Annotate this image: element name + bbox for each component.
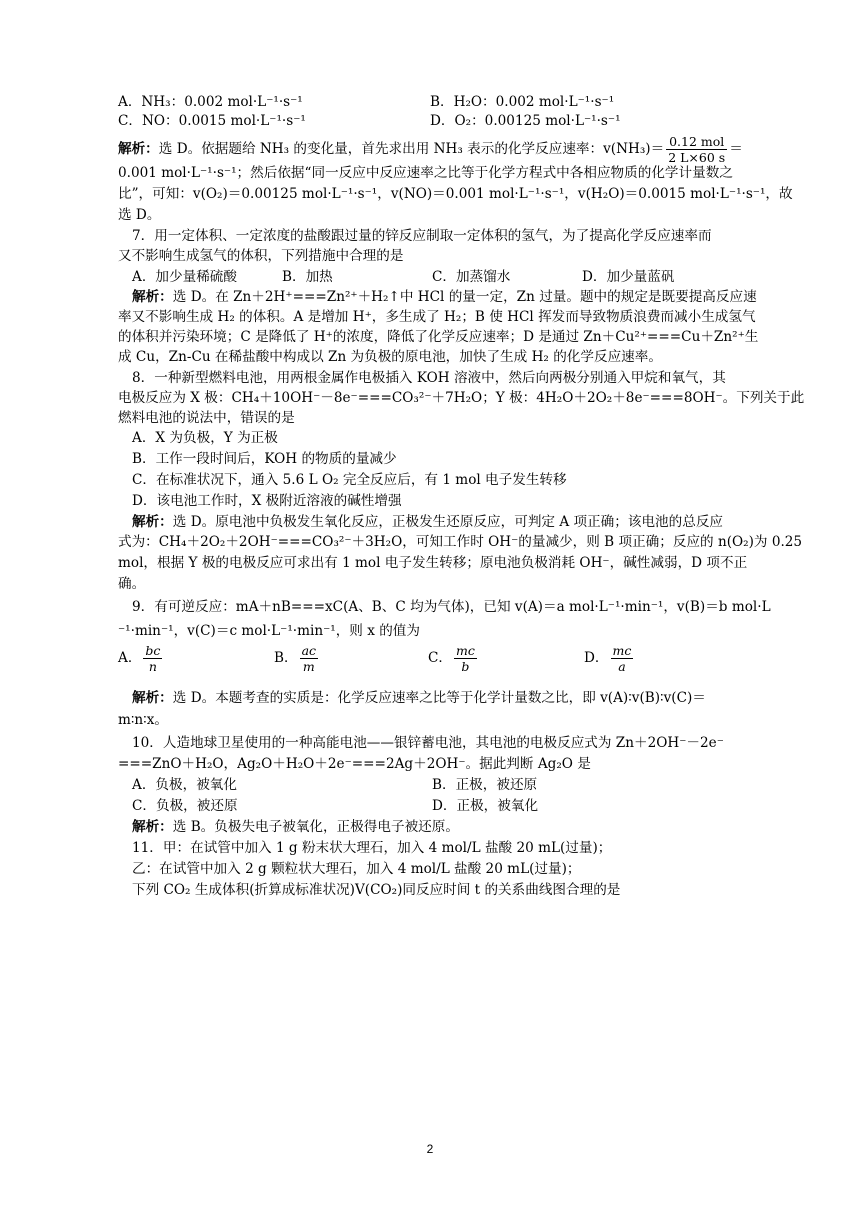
q7-analysis-line-3: 的体积并污染环境；C 是降低了 H⁺的浓度，降低了化学反应速率；D 是通过 Zn＋Cu²⁺===Cu＋Zn²⁺生 <box>118 329 759 345</box>
q8-analysis-line-3: mol，根据 Y 极的电极反应可求出有 1 mol 电子发生转移；原电池负极消耗 OH⁻，碱性减弱，D 项不正 <box>118 555 748 571</box>
q7-option-c: C．加蒸馏水 <box>432 269 511 285</box>
q8-stem-line-1: 8．一种新型燃料电池，用两根金属作电极插入 KOH 溶液中，然后向两极分别通入甲烷和氧气，其 <box>132 370 726 386</box>
q6-option-b: B．H₂O：0.002 mol·L⁻¹·s⁻¹ <box>430 94 615 110</box>
fraction-denominator: n <box>148 659 157 674</box>
option-fraction <box>454 643 477 674</box>
option-label: D． <box>584 650 609 666</box>
option-label: A． <box>118 650 142 666</box>
q7-option-a: A．加少量稀硫酸 <box>132 269 237 285</box>
fraction-denominator: a <box>618 659 626 674</box>
q8-analysis-line-4: 确。 <box>118 576 146 592</box>
page-number: 2 <box>426 1142 434 1156</box>
q9-stem-line-1: 9．有可逆反应：mA＋nB===xC(A、B、C 均为气体)，已知 v(A)＝a mol·L⁻¹·min⁻¹，v(B)＝b mol·L <box>132 599 771 615</box>
q7-stem-line-1: 7．用一定体积、一定浓度的盐酸跟过量的锌反应制取一定体积的氢气，为了提高化学反应速率而 <box>132 228 712 244</box>
q9-option-a <box>118 643 164 674</box>
q8-option-a: A．X 为负极，Y 为正极 <box>132 430 278 446</box>
q8-stem-line-3: 燃料电池的说法中，错误的是 <box>118 410 295 426</box>
analysis-label: 解析： <box>132 289 173 305</box>
q6-option-d: D．O₂：0.00125 mol·L⁻¹·s⁻¹ <box>430 113 621 129</box>
analysis-label: 解析： <box>118 141 159 157</box>
analysis-text: 选 B。负极失电子被氧化，正极得电子被还原。 <box>172 819 459 835</box>
analysis-text-tail: ＝ <box>729 141 743 157</box>
q9-option-d <box>584 643 635 674</box>
analysis-text: 选 D。本题考查的实质是：化学反应速率之比等于化学计量数之比，即 v(A)∶v(B)∶v(C)＝ <box>172 690 706 706</box>
q10-option-a: A．负极，被氧化 <box>132 777 237 793</box>
q7-analysis-line-2: 率又不影响生成 H₂ 的体积。A 是增加 H⁺，多生成了 H₂；B 使 HCl 挥发而导致物质浪费而减小生成氢气 <box>118 309 756 325</box>
q8-analysis-line-2: 式为：CH₄＋2O₂＋2OH⁻===CO₃²⁻＋3H₂O，可知工作时 OH⁻的量减少，则 B 项正确；反应的 n(O₂)为 0.25 <box>118 534 803 550</box>
q11-line-1: 11．甲：在试管中加入 1 g 粉末状大理石，加入 4 mol/L 盐酸 20 mL(过量)； <box>132 840 612 856</box>
rate-fraction <box>666 134 727 165</box>
q7-analysis-line-4: 成 Cu，Zn-Cu 在稀盐酸中构成以 Zn 为负极的原电池，加快了生成 H₂ 的化学反应速率。 <box>118 349 662 365</box>
q10-option-c: C．负极，被还原 <box>132 798 238 814</box>
q10-option-b: B．正极，被还原 <box>432 777 538 793</box>
q9-option-b <box>274 643 320 674</box>
analysis-text: 选 D。在 Zn＋2H⁺===Zn²⁺＋H₂↑中 HCl 的量一定，Zn 过量。题中的规定是既要提高反应速 <box>172 289 757 305</box>
q9-option-c <box>428 643 479 674</box>
fraction-numerator: bc <box>145 643 161 658</box>
q6-option-a: A．NH₃：0.002 mol·L⁻¹·s⁻¹ <box>118 94 303 110</box>
q9-analysis-line-2: m∶n∶x。 <box>118 712 168 728</box>
option-label: B． <box>274 650 298 666</box>
q9-analysis-line-1 <box>132 688 706 708</box>
q7-analysis-line-1 <box>132 287 757 307</box>
option-fraction <box>300 643 318 674</box>
q10-stem-line-1: 10．人造地球卫星使用的一种高能电池——银锌蓄电池，其电池的电极反应式为 Zn＋2OH⁻－2e⁻ <box>132 735 724 751</box>
fraction-numerator: mc <box>456 643 475 658</box>
fraction-numerator: ac <box>301 643 317 658</box>
analysis-text: 选 D。原电池中负极发生氧化反应，正极发生还原反应，可判定 A 项正确；该电池的总反应 <box>172 514 724 530</box>
q10-option-d: D．正极，被氧化 <box>432 798 539 814</box>
q7-stem-line-2: 又不影响生成氢气的体积，下列措施中合理的是 <box>118 248 404 264</box>
fraction-denominator: b <box>461 659 470 674</box>
option-label: C． <box>428 650 452 666</box>
analysis-label: 解析： <box>132 690 173 706</box>
analysis-text: 选 D。依据题给 NH₃ 的变化量，首先求出用 NH₃ 表示的化学反应速率：v(NH₃)＝ <box>158 141 665 157</box>
q7-option-d: D．加少量蓝矾 <box>582 269 675 285</box>
q10-analysis-line-1 <box>132 817 459 837</box>
fraction-numerator: 0.12 mol <box>666 134 727 150</box>
q11-line-2: 乙：在试管中加入 2 g 颗粒状大理石，加入 4 mol/L 盐酸 20 mL(过量)； <box>132 861 581 877</box>
q8-option-d: D．该电池工作时，X 极附近溶液的碱性增强 <box>132 493 402 509</box>
q11-line-3: 下列 CO₂ 生成体积(折算成标准状况)V(CO₂)同反应时间 t 的关系曲线图合理的是 <box>132 882 621 898</box>
option-fraction <box>611 643 634 674</box>
q8-stem-line-2: 电极反应为 X 极：CH₄＋10OH⁻－8e⁻===CO₃²⁻＋7H₂O；Y 极：4H₂O＋2O₂＋8e⁻===8OH⁻。下列关于此 <box>118 390 805 406</box>
analysis-label: 解析： <box>132 819 173 835</box>
fraction-denominator: 2 L×60 s <box>668 150 726 165</box>
option-fraction <box>143 643 162 674</box>
q6-analysis-line-2: 0.001 mol·L⁻¹·s⁻¹；然后依据“同一反应中反应速率之比等于化学方程式中各相应物质的化学计量数之 <box>118 165 733 181</box>
q8-option-b: B．工作一段时间后，KOH 的物质的量减少 <box>132 451 397 467</box>
analysis-label: 解析： <box>132 514 173 530</box>
q6-analysis-line-4: 选 D。 <box>118 207 161 223</box>
q10-stem-line-2: ===ZnO＋H₂O，Ag₂O＋H₂O＋2e⁻===2Ag＋2OH⁻。据此判断 Ag₂O 是 <box>118 756 591 772</box>
fraction-numerator: mc <box>612 643 632 658</box>
q6-option-c: C．NO：0.0015 mol·L⁻¹·s⁻¹ <box>118 113 306 129</box>
q9-stem-line-2: ⁻¹·min⁻¹，v(C)＝c mol·L⁻¹·min⁻¹，则 x 的值为 <box>118 623 420 639</box>
q8-option-c: C．在标准状况下，通入 5.6 L O₂ 完全反应后，有 1 mol 电子发生转移 <box>132 472 567 488</box>
fraction-denominator: m <box>302 659 315 674</box>
q6-analysis-line-3: 比”，可知：v(O₂)＝0.00125 mol·L⁻¹·s⁻¹，v(NO)＝0.001 mol·L⁻¹·s⁻¹，v(H₂O)＝0.0015 mol·L⁻¹·s⁻¹，故 <box>118 186 793 202</box>
q7-option-b: B．加热 <box>282 269 333 285</box>
q6-analysis-line-1 <box>118 134 743 165</box>
q8-analysis-line-1 <box>132 512 723 532</box>
